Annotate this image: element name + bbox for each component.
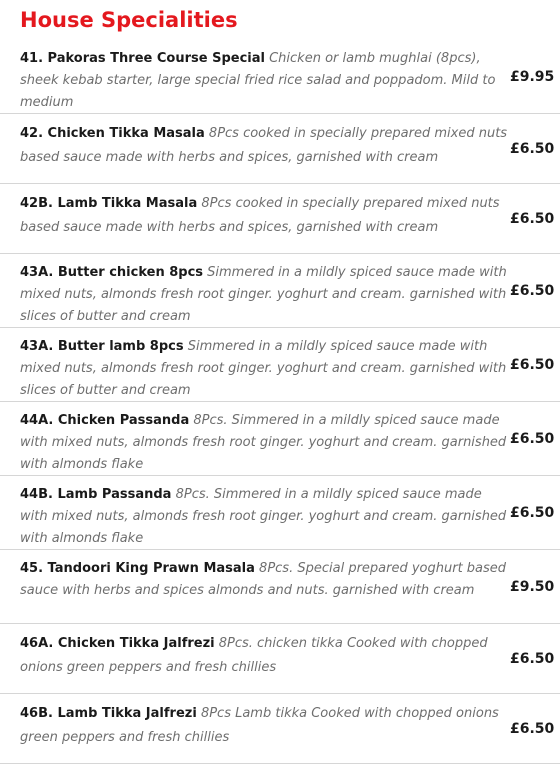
menu-item[interactable]	[0, 328, 560, 402]
menu-item-text	[20, 190, 508, 240]
menu-item-description: 8Pcs Lamb tikka Cooked with chopped onions green peppers and fresh chillies	[20, 706, 499, 745]
menu-item-name: 46B. Lamb Tikka Jalfrezi	[20, 706, 197, 721]
menu-item-price: £6.50	[510, 720, 555, 737]
menu-item-name: 43A. Butter chicken 8pcs	[20, 265, 204, 280]
menu-item-description: Chicken or lamb mughlai (8pcs), sheek kebab starter, large special fried rice salad and poppadom. Mild to medium	[20, 51, 496, 110]
menu-item-price: £6.50	[510, 430, 555, 447]
menu-item-description: 8Pcs. Special prepared yoghurt based sauce with herbs and spices almonds and nuts. garnished with cream	[20, 561, 507, 598]
menu-item-text	[20, 630, 508, 680]
menu-item-description: 8Pcs cooked in specially prepared mixed nuts based sauce made with herbs and spices, garnished with cream	[20, 196, 500, 235]
menu-item[interactable]	[0, 254, 560, 328]
menu-item[interactable]	[0, 694, 560, 764]
menu-item-description: 8Pcs. chicken tikka Cooked with chopped onions green peppers and fresh chillies	[20, 636, 488, 675]
menu-item[interactable]	[0, 624, 560, 694]
menu-item-text	[20, 408, 508, 476]
menu-item[interactable]	[0, 550, 560, 624]
menu-item-name: 46A. Chicken Tikka Jalfrezi	[20, 636, 215, 651]
menu-item-name: 42B. Lamb Tikka Masala	[20, 196, 198, 211]
menu-item-description: 8Pcs. Simmered in a mildly spiced sauce made with mixed nuts, almonds fresh root ginger. yoghurt and cream. garnished with almonds flake	[20, 413, 507, 472]
menu-item[interactable]	[0, 476, 560, 550]
menu-item-name: 44A. Chicken Passanda	[20, 413, 190, 428]
menu-item[interactable]	[0, 40, 560, 114]
menu-item-description: 8Pcs. Simmered in a mildly spiced sauce made with mixed nuts, almonds fresh root ginger. yoghurt and cream. garnished with almonds flake	[20, 487, 507, 546]
menu-item-name: 42. Chicken Tikka Masala	[20, 126, 205, 141]
menu-item-price: £6.50	[510, 356, 555, 373]
menu-item-price: £6.50	[510, 210, 555, 227]
menu-item-name: 43A. Butter lamb 8pcs	[20, 339, 184, 354]
menu-item[interactable]	[0, 184, 560, 254]
menu-list	[0, 40, 560, 764]
menu-item[interactable]	[0, 402, 560, 476]
menu-item-text	[20, 700, 508, 750]
menu-item[interactable]	[0, 114, 560, 184]
menu-item-name: 41. Pakoras Three Course Special	[20, 51, 265, 66]
menu-item-description: Simmered in a mildly spiced sauce made with mixed nuts, almonds fresh root ginger. yoghurt and cream. garnished with slices of butter and cream	[20, 265, 507, 324]
menu-item-price: £9.50	[510, 578, 555, 595]
menu-item-text	[20, 556, 508, 602]
menu-item-price: £6.50	[510, 140, 555, 157]
menu-item-price: £6.50	[510, 504, 555, 521]
menu-item-price: £6.50	[510, 282, 555, 299]
menu-item-price: £6.50	[510, 650, 555, 667]
menu-item-text	[20, 46, 508, 114]
menu-item-description: 8Pcs cooked in specially prepared mixed nuts based sauce made with herbs and spices, garnished with cream	[20, 126, 508, 165]
menu-item-name: 45. Tandoori King Prawn Masala	[20, 561, 255, 576]
menu-item-text	[20, 120, 508, 170]
menu-item-price: £9.95	[510, 68, 555, 85]
section-title: House Specialities	[20, 8, 238, 32]
menu-item-text	[20, 334, 508, 402]
menu-item-text	[20, 260, 508, 328]
menu-item-text	[20, 482, 508, 550]
menu-item-description: Simmered in a mildly spiced sauce made with mixed nuts, almonds fresh root ginger. yoghurt and cream. garnished with slices of butter and cream	[20, 339, 507, 398]
menu-item-name: 44B. Lamb Passanda	[20, 487, 172, 502]
